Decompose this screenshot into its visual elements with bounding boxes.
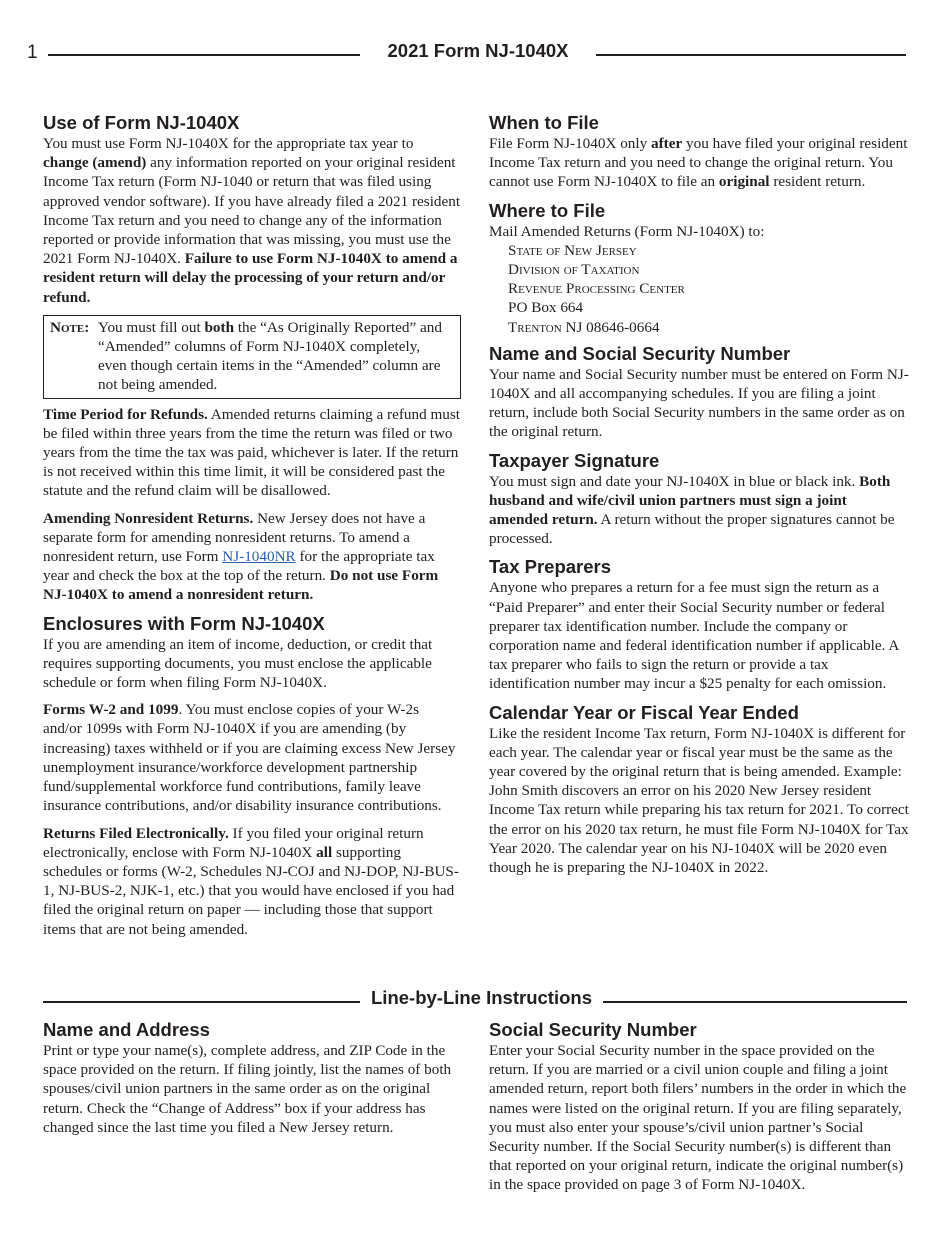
taxpayer-signature-heading: Taxpayer Signature bbox=[489, 449, 660, 471]
use-of-form-paragraph: You must use Form NJ-1040X for the appropriate tax year to change (amend) any information reported on your original resident Income Tax return (Form NJ-1040 or return that was filed using approved vendor software). If you have already filed a 2021 resident Income Tax return and you need to change any of the information reported or provide information that was missing, you must use the 2021 Form NJ-1040X. Failure to use Form NJ-1040X to amend a resident return will delay the processing of your return and/or refund. bbox=[43, 135, 461, 306]
efile-paragraph: Returns Filed Electronically. If you filed your original return electronically, enclose with Form NJ-1040X all supporting schedules or forms (W-2, Schedules NJ-COJ and NJ-DOP, NJ-BUS-1, NJ-BUS-2, NJK-1, etc.) that you would have enclosed if you had filed the original return on paper — including those that support items that are not being amended. bbox=[43, 824, 459, 938]
enclosures-heading: Enclosures with Form NJ-1040X bbox=[43, 612, 325, 634]
address-line: Division of Taxation bbox=[508, 261, 640, 279]
ssn-heading: Social Security Number bbox=[489, 1019, 697, 1040]
name-ssn-paragraph: Your name and Social Security number must be entered on Form NJ-1040X and all accompanying schedules. If you are filing a joint return, include both Social Security numbers in the same order as on the original return. bbox=[489, 365, 909, 441]
nonresident-paragraph: Amending Nonresident Returns. New Jersey does not have a separate form for amending nonresident returns. To amend a nonresident return, use Form NJ-1040NR for the appropriate tax year and check the box at the top of the return. Do not use Form NJ-1040X to amend a nonresident return. bbox=[43, 509, 439, 604]
page-title: 2021 Form NJ-1040X bbox=[387, 40, 569, 61]
enclosures-paragraph: If you are amending an item of income, deduction, or credit that requires supporting documents, you must enclose the applicable schedule or form when filing Form NJ-1040X. bbox=[43, 635, 433, 692]
left-column bbox=[43, 106, 461, 939]
line-by-line-divider bbox=[43, 986, 907, 1010]
name-ssn-heading: Name and Social Security Number bbox=[489, 342, 791, 364]
when-to-file-paragraph: File Form NJ-1040X only after you have filed your original resident Income Tax return and you need to change the original return. You cannot use Form NJ-1040X to file an original resident return. bbox=[489, 135, 908, 191]
page-header bbox=[0, 38, 950, 68]
page-number: 1 bbox=[27, 42, 38, 63]
time-period-paragraph: Time Period for Refunds. Amended returns claiming a refund must be filed within three years from the time the return was filed or two years from the time the tax was paid, whichever is later. If the return is not received within this time limit, it will be considered past the statute and the refund claim will be disallowed. bbox=[43, 405, 461, 500]
mailing-address bbox=[489, 241, 909, 337]
address-line: PO Box 664 bbox=[508, 299, 584, 317]
address-line: State of New Jersey bbox=[508, 241, 637, 259]
tax-preparers-heading: Tax Preparers bbox=[489, 556, 612, 578]
line-by-line-title: Line-by-Line Instructions bbox=[371, 987, 592, 1008]
divider-rule-left bbox=[43, 1001, 360, 1003]
use-of-form-heading: Use of Form NJ-1040X bbox=[43, 112, 240, 133]
note-text: You must fill out both the “As Originally Reported” and “Amended” columns of Form NJ-1040X completely, even though certain items in the “Amended” column are not being amended. bbox=[98, 318, 442, 394]
when-to-file-heading: When to File bbox=[489, 112, 599, 133]
header-rule-right bbox=[596, 54, 906, 56]
address-line: Revenue Processing Center bbox=[508, 280, 685, 298]
name-address-section bbox=[43, 1013, 461, 1137]
address-line: Trenton NJ 08646-0664 bbox=[508, 318, 660, 336]
header-rule-left bbox=[48, 54, 360, 56]
where-to-file-intro: Mail Amended Returns (Form NJ-1040X) to: bbox=[489, 222, 765, 240]
divider-rule-right bbox=[603, 1001, 907, 1003]
tax-preparers-paragraph: Anyone who prepares a return for a fee must sign the return as a “Paid Preparer” and enter their Social Security number or federal preparer tax identification number. Include the company or corporation name and federal identification number if applicable. A tax preparer who fails to sign the return or provide a tax identification number may incur a $25 penalty for each omission. bbox=[489, 579, 899, 693]
calendar-year-paragraph: Like the resident Income Tax return, Form NJ-1040X is different for each year. The calendar year or fiscal year must be the same as the year covered by the original return that is being amended. Example: John Smith discovers an error on his 2020 New Jersey resident Income Tax return while preparing his tax return for 2021. To correct the error on his 2020 tax return, he must file Form NJ-1040X for Tax Year 2020. The calendar year on his NJ-1040X will be 2020 even though he is preparing the NJ-1040X in 2022. bbox=[489, 724, 909, 877]
where-to-file-heading: Where to File bbox=[489, 199, 606, 221]
ssn-section bbox=[489, 1013, 909, 1195]
note-label: Note: bbox=[50, 318, 90, 336]
w2-1099-paragraph: Forms W-2 and 1099. You must enclose copies of your W-2s and/or 1099s with Form NJ-1040X if you are amending (by increasing) taxes withheld or if you are claiming excess New Jersey unemployment insurance/workforce development partnership fund/supplemental workforce fund contributions, family leave insurance contributions, and/or disability insurance contributions. bbox=[43, 701, 456, 815]
nj-1040nr-link[interactable]: NJ-1040NR bbox=[222, 548, 296, 566]
taxpayer-signature-paragraph: You must sign and date your NJ-1040X in blue or black ink. Both husband and wife/civil union partners must sign a joint amended return. A return without the proper signatures cannot be processed. bbox=[489, 472, 895, 548]
calendar-year-heading: Calendar Year or Fiscal Year Ended bbox=[489, 701, 799, 723]
name-address-heading: Name and Address bbox=[43, 1019, 210, 1040]
note-box bbox=[43, 315, 461, 399]
ssn-paragraph: Enter your Social Security number in the space provided on the return. If you are married or a civil union couple and filing a joint amended return, report both filers’ numbers in the order in which the names were listed on the original return. If you are filing separately, you must also enter your spouse’s/civil union partner’s Social Security number. If the Social Security number(s) is different than that reported on your original return, indicate the original number(s) in the space provided on page 3 of Form NJ-1040X. bbox=[489, 1042, 907, 1194]
right-column bbox=[489, 106, 909, 877]
name-address-paragraph: Print or type your name(s), complete address, and ZIP Code in the space provided on the return. If filing jointly, list the names of both spouses/civil union partners in the same order as on the original return. Check the “Change of Address” box if your address has changed since the last time you filed a New Jersey return. bbox=[43, 1042, 452, 1136]
